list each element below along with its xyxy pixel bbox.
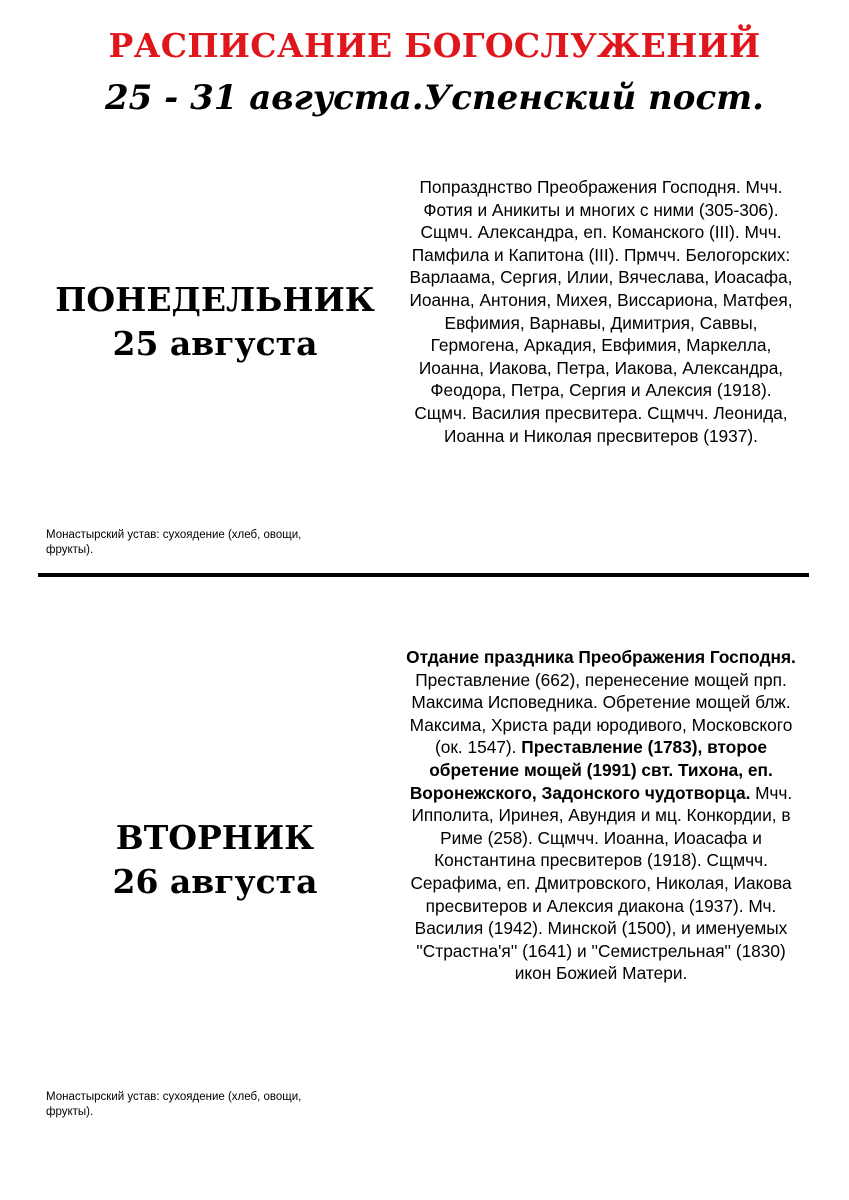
feast-text-monday — [403, 176, 799, 447]
feast-part: Преставление (662), перенесение мощей прп. Максима Исповедника. Обретение мощей блж. Максима, Христа ради юродивого, Московского (ок. 1547). — [409, 669, 793, 758]
page-title: РАСПИСАНИЕ БОГОСЛУЖЕНИЙ — [108, 26, 761, 65]
weekday-label: ПОНЕДЕЛЬНИК — [55, 280, 375, 319]
date-label: 25 августа — [112, 324, 318, 363]
day-heading-tuesday — [40, 816, 390, 904]
weekday-label: ВТОРНИК — [115, 818, 315, 857]
feast-text-tuesday — [403, 646, 799, 985]
typikon-note-monday: Монастырский устав: сухоядение (хлеб, овощи, фрукты). — [46, 529, 302, 556]
date-label: 26 августа — [112, 862, 318, 901]
feast-part: Мчч. Ипполита, Иринея, Авундия и мц. Конкордии, в Риме (258). Сщмчч. Иоанна, Иоасафа и Константина пресвитеров (1918). Сщмчч. Серафима, еп. Дмитровского, Николая, Иакова пресвитеров и Алексия диакона (1937). Мч. Василия (1942). Минской (1500), и именуемых ''Страстна'я'' (1641) и ''Семистрельная'' (1830) икон Божией Матери. — [410, 782, 793, 984]
day-heading-monday — [40, 278, 390, 366]
feast-part-bold: Преставление (1783), второе обретение мощей (1991) свт. Тихона, еп. Воронежского, Задонского чудотворца. — [409, 737, 773, 803]
section-divider — [38, 573, 809, 577]
feast-part-bold: Отдание праздника Преображения Господня. — [406, 647, 796, 667]
page-subtitle: 25 - 31 августа.Успенский пост. — [105, 78, 764, 118]
typikon-note-tuesday: Монастырский устав: сухоядение (хлеб, овощи, фрукты). — [46, 1091, 302, 1118]
feast-part: Попразднство Преображения Господня. Мчч. Фотия и Аникиты и многих с ними (305-306). Сщмч. Александра, еп. Команского (III). Мчч. Памфила и Капитона (III). Прмчч. Белогорских: Варлаама, Сергия, Илии, Вячеслава, Иоасафа, Иоанна, Антония, Михея, Виссариона, Матфея, Евфимия, Варнавы, Димитрия, Саввы, Гермогена, Аркадия, Евфимия, Маркелла, Иоанна, Иакова, Петра, Иакова, Александра, Феодора, Петра, Сергия и Алексия (1918). Сщмч. Василия пресвитера. Сщмчч. Леонида, Иоанна и Николая пресвитеров (1937). — [409, 177, 793, 446]
